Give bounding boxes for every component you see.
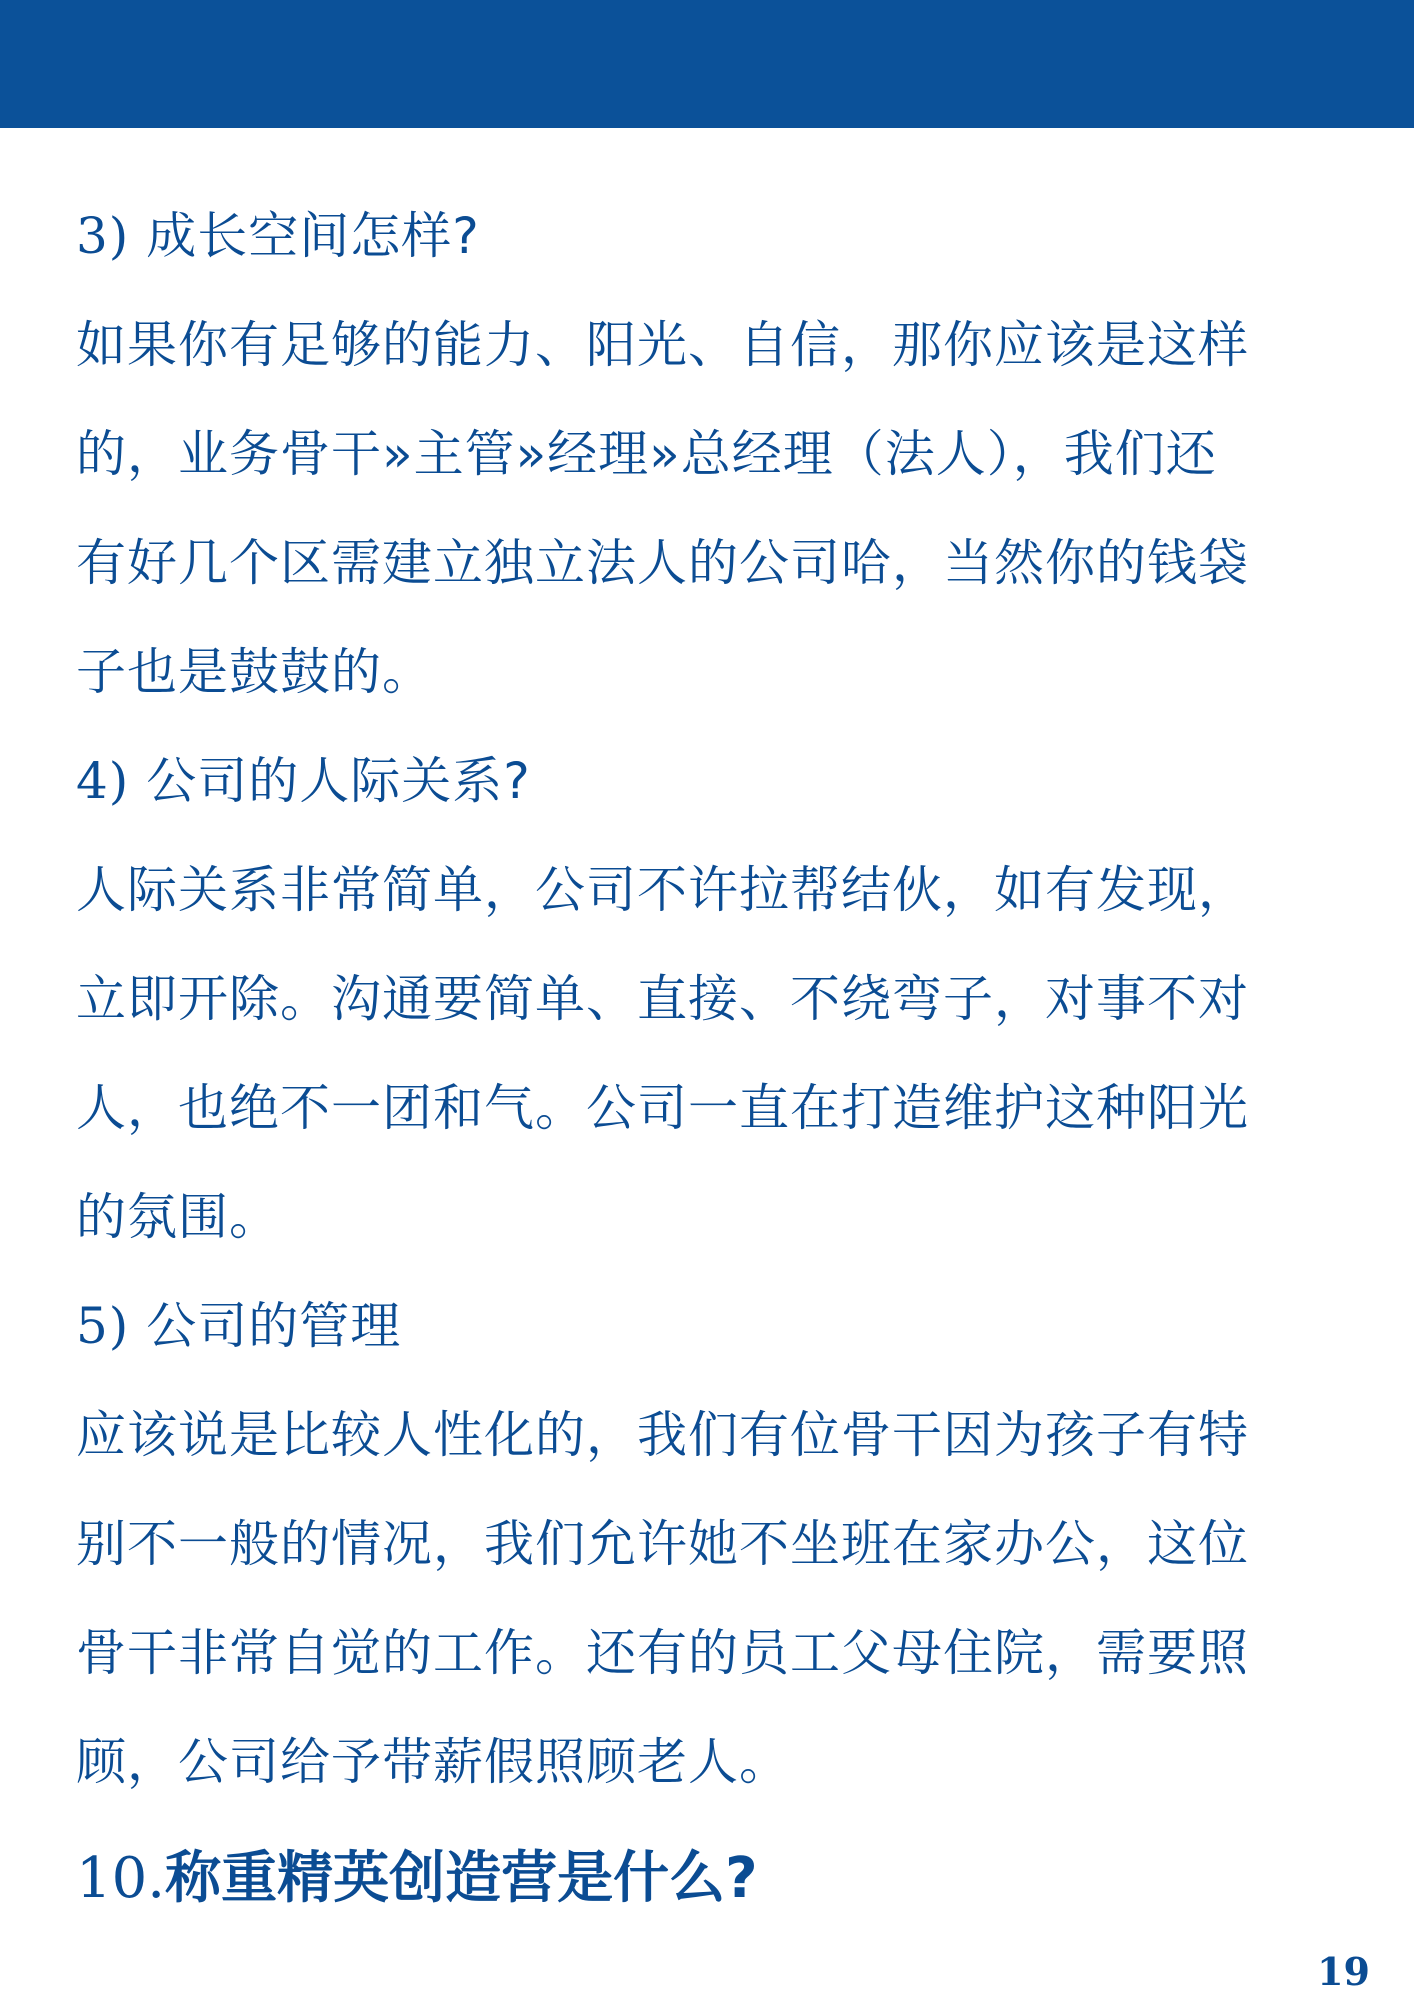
paragraph-line: 骨干非常自觉的工作。还有的员工父母住院，需要照 [76,1624,1249,1682]
paragraph-line: 如果你有足够的能力、阳光、自信，那你应该是这样 [76,316,1249,374]
question-3-title [76,182,1336,291]
paragraph-line: 立即开除。沟通要简单、直接、不绕弯子，对事不对 [76,970,1249,1028]
question-text: 成长空间怎样? [146,207,480,265]
paragraph-line: 子也是鼓鼓的。 [76,643,433,701]
question-number: 3) [76,207,130,265]
paragraph-line: 应该说是比较人性化的，我们有位骨干因为孩子有特 [76,1406,1249,1464]
paragraph-line: 有好几个区需建立独立法人的公司哈，当然你的钱袋 [76,534,1249,592]
paragraph-line: 顾，公司给予带薪假照顾老人。 [76,1733,790,1791]
question-number: 4) [76,752,130,810]
page-number: 19 [1317,1949,1370,1994]
question-number: 5) [76,1297,130,1355]
paragraph-line: 人际关系非常简单，公司不许拉帮结伙，如有发现， [76,861,1249,919]
document-body [76,182,1336,1936]
paragraph-line: 人，也绝不一团和气。公司一直在打造维护这种阳光 [76,1079,1249,1137]
section-heading-10 [76,1821,1336,1936]
question-text: 公司的人际关系? [146,752,531,810]
question-5-title [76,1272,1336,1381]
paragraph-line: 的氛围。 [76,1188,280,1246]
heading-number: 10. [76,1846,166,1911]
paragraph-line: 别不一般的情况，我们允许她不坐班在家办公，这位 [76,1515,1249,1573]
question-text: 公司的管理 [146,1297,402,1355]
paragraph-line: 的，业务骨干»主管»经理»总经理（法人），我们还 [76,425,1217,483]
header-band [0,0,1414,128]
heading-text: 称重精英创造营是什么? [165,1846,758,1911]
question-4-title [76,727,1336,836]
